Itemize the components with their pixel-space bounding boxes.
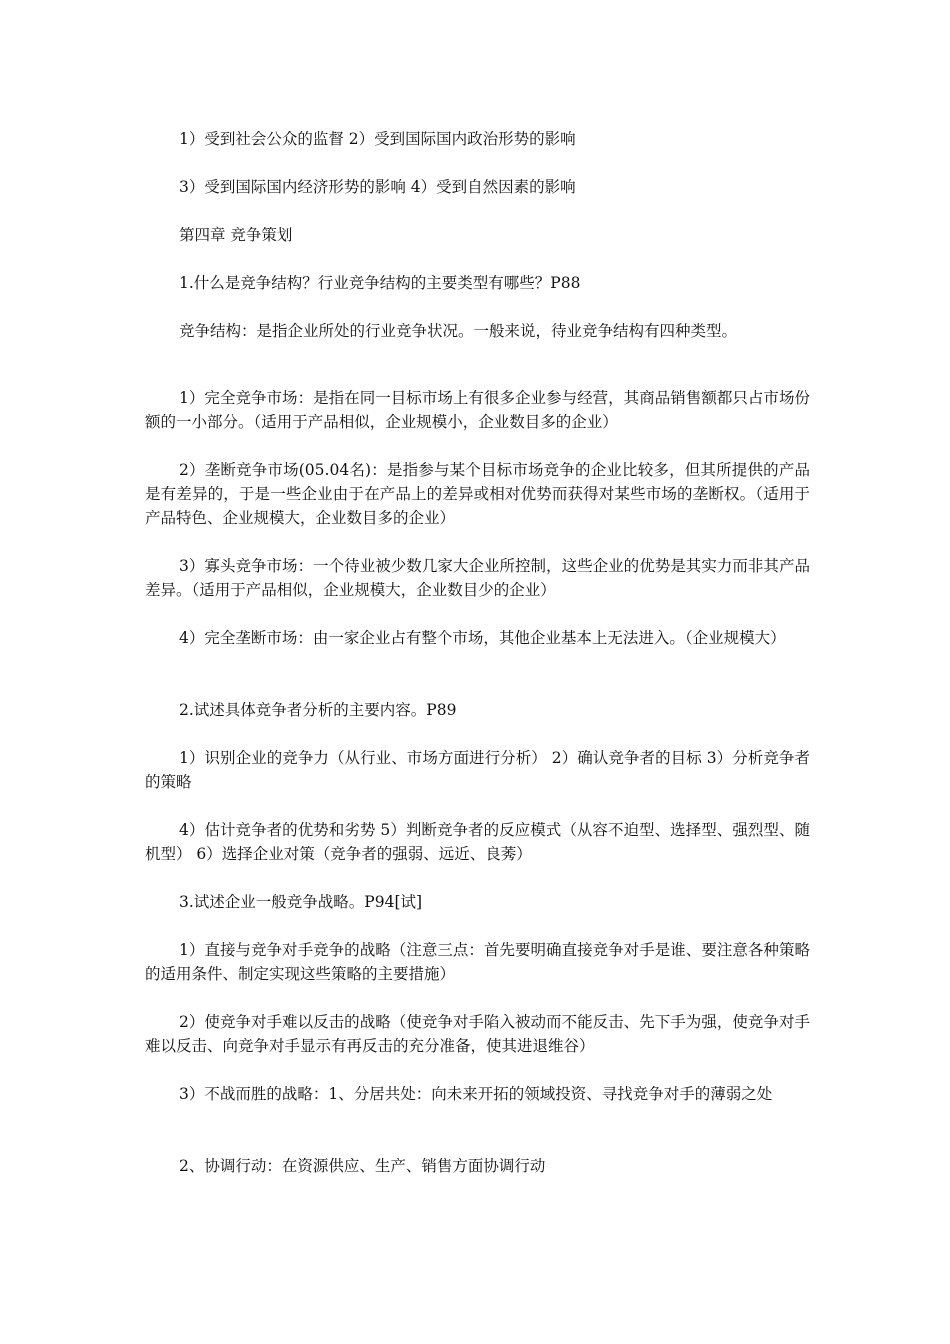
paragraph-analysis-1-3: 1）识别企业的竞争力（从行业、市场方面进行分析） 2）确认竞争者的目标 3）分析竞争者的策略 xyxy=(145,749,810,791)
question-3: 3.试述企业一般竞争战略。P94[试] xyxy=(179,893,423,911)
paragraph-strategy-1: 1）直接与竞争对手竞争的战略（注意三点：首先要明确直接竞争对手是谁、要注意各种策略的适用条件、制定实现这些策略的主要措施） xyxy=(145,941,810,983)
paragraph-oligopoly: 3）寡头竞争市场：一个待业被少数几家大企业所控制，这些企业的优势是其实力而非其产品差异。（适用于产品相似，企业规模大，企业数目少的企业） xyxy=(145,557,810,599)
paragraph-analysis-4-6: 4）估计竞争者的优势和劣势 5）判断竞争者的反应模式（从容不迫型、选择型、强烈型、随机型） 6）选择企业对策（竞争者的强弱、远近、良莠） xyxy=(145,821,810,863)
paragraph-strategy-3: 3）不战而胜的战略：1、分居共处：向未来开拓的领域投资、寻找竞争对手的薄弱之处 xyxy=(179,1085,773,1103)
paragraph-strategy-2: 2）使竞争对手难以反击的战略（使竞争对手陷入被动而不能反击、先下手为强，使竞争对手难以反击、向竞争对手显示有再反击的充分准备，使其进退维谷） xyxy=(145,1013,810,1055)
paragraph-monopolistic-competition: 2）垄断竞争市场(05.04名)：是指参与某个目标市场竞争的企业比较多，但其所提供的产品是有差异的，于是一些企业由于在产品上的差异或相对优势而获得对某些市场的垄断权。（适用于产品特色、企业规模大，企业数目多的企业） xyxy=(145,461,810,527)
paragraph-coordinated-action: 2、协调行动：在资源供应、生产、销售方面协调行动 xyxy=(179,1157,546,1175)
paragraph-constraint-3-4: 3）受到国际国内经济形势的影响 4）受到自然因素的影响 xyxy=(179,178,576,196)
question-2: 2.试述具体竞争者分析的主要内容。P89 xyxy=(179,701,457,719)
chapter-heading: 第四章 竞争策划 xyxy=(179,226,293,244)
paragraph-constraint-1-2: 1）受到社会公众的监督 2）受到国际国内政治形势的影响 xyxy=(179,130,576,148)
definition-competition-structure: 竞争结构：是指企业所处的行业竞争状况。一般来说，待业竞争结构有四种类型。 xyxy=(179,322,738,340)
paragraph-perfect-competition: 1）完全竞争市场：是指在同一目标市场上有很多企业参与经营，其商品销售额都只占市场份额的一小部分。（适用于产品相似，企业规模小，企业数目多的企业） xyxy=(145,389,810,431)
question-1: 1.什么是竞争结构？行业竞争结构的主要类型有哪些？P88 xyxy=(179,274,581,292)
paragraph-perfect-monopoly: 4）完全垄断市场：由一家企业占有整个市场，其他企业基本上无法进入。（企业规模大） xyxy=(179,629,786,647)
